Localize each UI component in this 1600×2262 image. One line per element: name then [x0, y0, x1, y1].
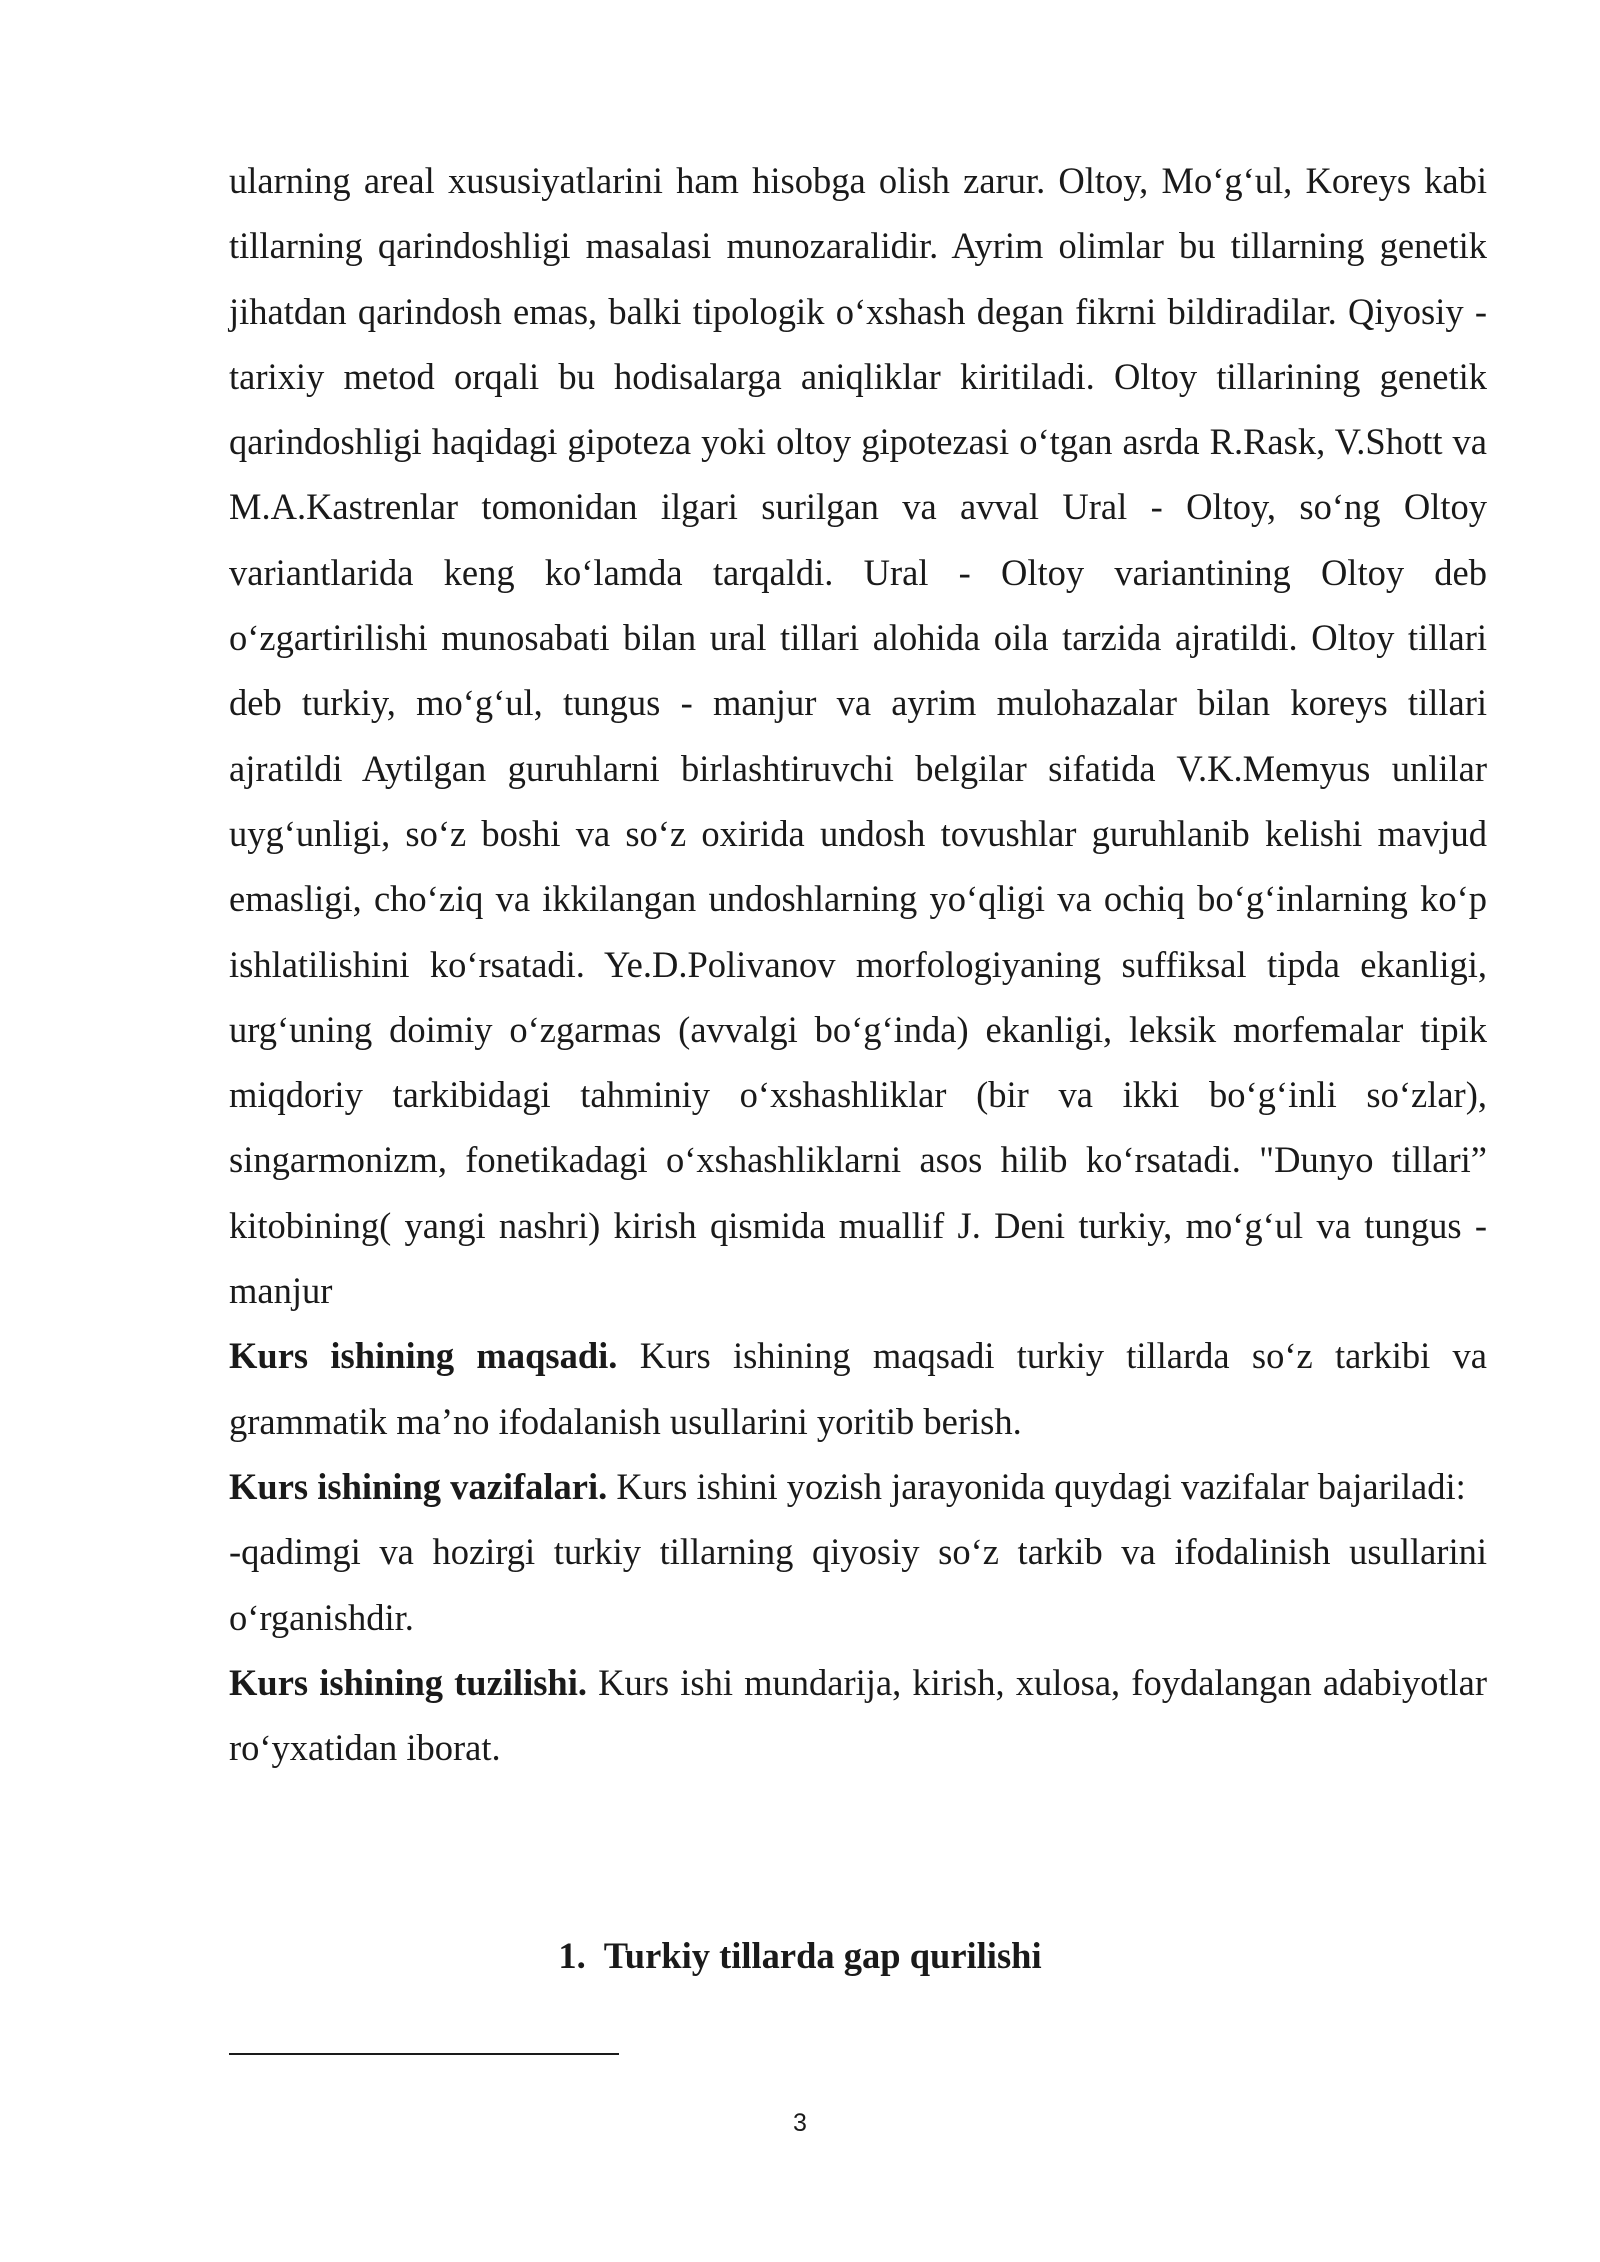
footnote-separator: [229, 2053, 619, 2055]
tasks-text: Kurs ishini yozish jarayonida quydagi vazifalar bajariladi:: [607, 1465, 1466, 1507]
purpose-label: Kurs ishining maqsadi.: [229, 1335, 618, 1377]
section-heading: [0, 1930, 1600, 1982]
body-text: [229, 148, 1487, 1780]
page-number: 3: [793, 2109, 807, 2137]
tasks-label: Kurs ishining vazifalari.: [229, 1465, 608, 1507]
section-title: Turkiy tillarda gap qurilishi: [603, 1935, 1042, 1976]
purpose-text: Kurs ishining maqsadi turkiy tillarda so‘z tarkibi va grammatik ma’no ifodalanish usullarini yoritib berish.: [229, 1335, 1487, 1442]
tasks-item: -qadimgi va hozirgi turkiy tillarning qiyosiy so‘z tarkib va ifodalinish usullarini o‘rganishdir.: [229, 1531, 1487, 1638]
tasks-paragraph: [229, 1454, 1487, 1519]
structure-label: Kurs ishining tuzilishi.: [229, 1661, 587, 1703]
section-number: 1.: [558, 1935, 586, 1976]
structure-text: Kurs ishi mundarija, kirish, xulosa, foydalangan adabiyotlar ro‘yxatidan iborat.: [229, 1661, 1488, 1769]
purpose-paragraph: [229, 1323, 1487, 1454]
structure-paragraph: [229, 1650, 1487, 1781]
intro-paragraph: ularning areal xususiyatlarini ham hisobga olish zarur. Oltoy, Mo‘g‘ul, Koreys kabi tillarning qarindoshligi masalasi munozaralidir. Ayrim olimlar bu tillarning genetik jihatdan qarindosh emas, balki tipologik o‘xshash degan fikrni bildiradilar. Qiyosiy - tarixiy metod orqali bu hodisalarga aniqliklar kiritiladi. Oltoy tillarining genetik qarindoshligi haqidagi gipoteza yoki oltoy gipotezasi o‘tgan asrda R.Rask, V.Shott va M.A.Kastrenlar tomonidan ilgari surilgan va avval Ural - Oltoy, so‘ng Oltoy variantlarida keng ko‘lamda tarqaldi. Ural - Oltoy variantining Oltoy deb o‘zgartirilishi munosabati bilan ural tillari alohida oila tarzida ajratildi. Oltoy tillari deb turkiy, mo‘g‘ul, tungus - manjur va ayrim mulohazalar bilan koreys tillari ajratildi Aytilgan guruhlarni birlashtiruvchi belgilar sifatida V.K.Memyus unlilar uyg‘unligi, so‘z boshi va so‘z oxirida undosh tovushlar guruhlanib kelishi mavjud emasligi, cho‘ziq va ikkilangan undoshlarning yo‘qligi va ochiq bo‘g‘inlarning ko‘p ishlatilishini ko‘rsatadi. Ye.D.Polivanov morfologiyaning suffiksal tipda ekanligi, urg‘uning doimiy o‘zgarmas (avvalgi bo‘g‘inda) ekanligi, leksik morfemalar tipik miqdoriy tarkibidagi tahminiy o‘xshashliklar (bir va ikki bo‘g‘inli so‘zlar), singarmonizm, fonetikadagi o‘xshashliklarni asos hilib ko‘rsatadi. "Dunyo tillari” kitobining( yangi nashri) kirish qismida muallif J. Deni turkiy, mo‘g‘ul va tungus - manjur: [229, 160, 1487, 1312]
